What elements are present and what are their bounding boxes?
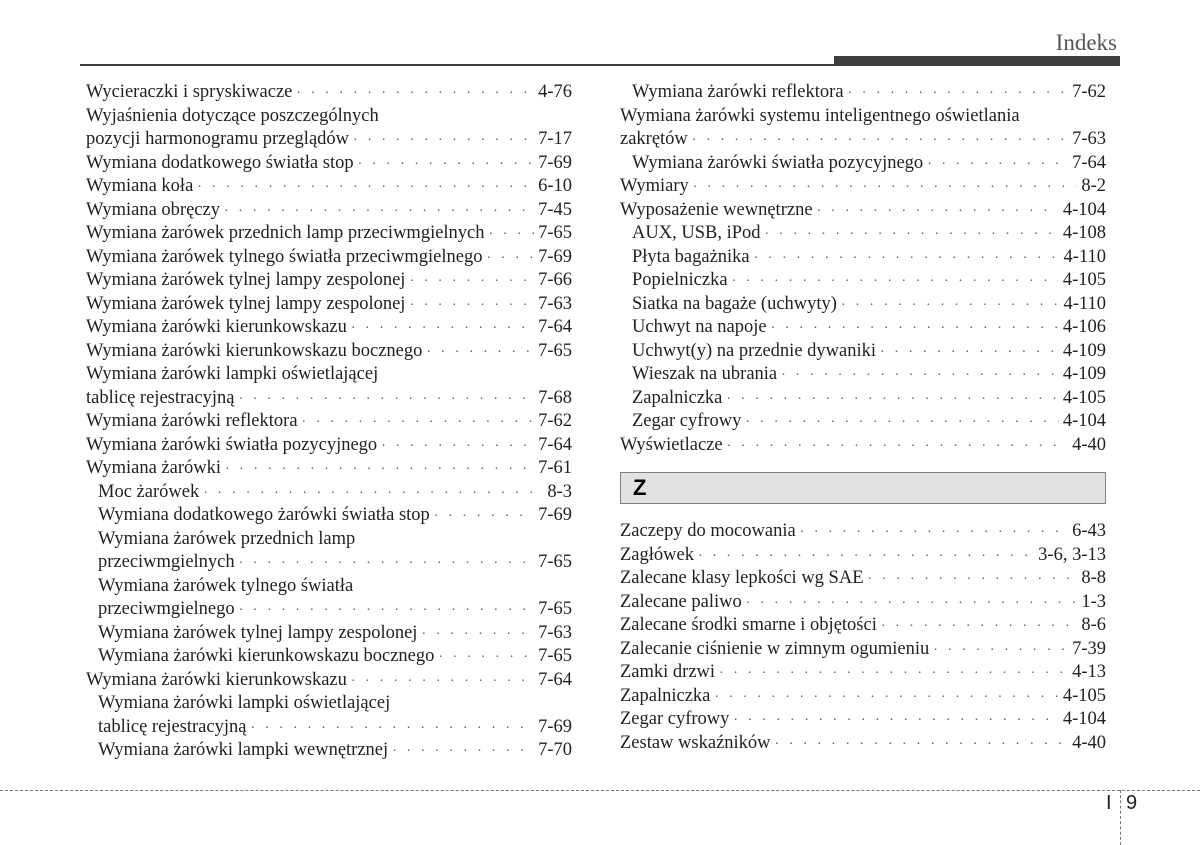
dot-leader: [732, 270, 1059, 294]
index-entry: [86, 105, 572, 129]
index-entry: [620, 661, 1106, 685]
index-entry-page: 7-65: [538, 646, 572, 666]
index-entry-page: 4-13: [1072, 662, 1106, 682]
index-entry: [620, 152, 1106, 176]
index-entry-term: Zapalniczka: [620, 685, 711, 706]
section-letter-heading: [620, 472, 1106, 504]
index-entry: [86, 316, 572, 340]
index-entry: [86, 410, 572, 434]
index-entry-page: 4-108: [1062, 223, 1106, 243]
index-entry: [620, 434, 1106, 458]
index-entry: [620, 246, 1106, 270]
index-entry-term: Uchwyt(y) na przednie dywaniki: [632, 340, 877, 361]
index-entry-term: Wymiana żarówki: [86, 458, 222, 478]
index-z-section: [620, 520, 1106, 755]
dot-leader: [765, 223, 1059, 247]
index-entry-page: 1-3: [1081, 591, 1106, 612]
index-entry-term: Wymiana dodatkowego światła stop: [86, 152, 354, 173]
dot-leader: [426, 341, 534, 365]
dot-leader: [933, 639, 1068, 663]
index-entry-term: Wymiana żarówki lampki oświetlającej: [98, 693, 391, 713]
index-entry: [86, 293, 572, 317]
index-entry-page: 8-3: [547, 481, 572, 502]
dot-leader: [727, 435, 1068, 459]
index-entry: [620, 410, 1106, 434]
index-entry: [86, 692, 572, 716]
index-entry: [620, 638, 1106, 662]
index-entry: [86, 175, 572, 199]
dot-leader: [719, 662, 1068, 686]
index-entry-page: 8-2: [1081, 176, 1106, 196]
index-entry-page: 6-43: [1072, 521, 1106, 541]
index-column-left: [86, 81, 572, 763]
page-header-title: Indeks: [1055, 30, 1117, 55]
index-entry-page: 7-17: [538, 129, 572, 149]
index-entry-page: 7-65: [538, 340, 572, 361]
index-entry-term: Zapalniczka: [632, 387, 723, 408]
index-entry: [620, 340, 1106, 364]
dot-leader: [693, 176, 1078, 200]
dot-leader: [880, 341, 1059, 365]
index-entry: [620, 81, 1106, 105]
index-entry-page: 4-40: [1072, 434, 1106, 455]
index-entry-page: 4-104: [1062, 411, 1106, 431]
index-entry-page: 7-63: [538, 622, 572, 643]
index-entry: [86, 598, 572, 622]
index-entry-page: 7-66: [538, 270, 572, 290]
index-entry-term: pozycji harmonogramu przeglądów: [86, 129, 350, 149]
index-entry-page: 4-105: [1062, 270, 1106, 290]
index-entry: [86, 575, 572, 599]
dot-leader: [358, 153, 534, 177]
footer-dashed-rule: [0, 790, 1200, 791]
dot-leader: [434, 505, 534, 529]
dot-leader: [868, 568, 1078, 592]
dot-leader: [848, 82, 1069, 106]
index-entry-term: Wyświetlacze: [620, 434, 723, 455]
section-letter-label: Z: [633, 475, 647, 500]
index-entry-term: Wymiary: [620, 176, 689, 196]
index-entry-page: 7-69: [538, 246, 572, 267]
index-entry-page: 4-110: [1063, 246, 1106, 267]
index-entry-term: Wycieraczki i spryskiwacze: [86, 82, 293, 102]
index-entry: [86, 739, 572, 763]
dot-leader: [381, 435, 534, 459]
index-entry-page: 7-65: [538, 599, 572, 619]
index-entry: [620, 269, 1106, 293]
index-entry-term: Płyta bagażnika: [632, 246, 750, 267]
index-column-right: [620, 81, 1106, 755]
dot-leader: [733, 709, 1058, 733]
index-entry-page: 8-6: [1081, 615, 1106, 635]
index-entry-term: Zestaw wskaźników: [620, 732, 771, 753]
dot-leader: [817, 200, 1059, 224]
index-entry-page: 7-63: [538, 293, 572, 314]
index-w-continued: [620, 81, 1106, 457]
index-entry: [86, 551, 572, 575]
index-entry-term: Wymiana żarówek tylnego światła: [98, 575, 354, 596]
index-entry-page: 4-109: [1062, 340, 1106, 361]
index-entry-page: 4-104: [1062, 199, 1106, 220]
index-entry: [86, 152, 572, 176]
index-entry: [620, 387, 1106, 411]
dot-leader: [250, 717, 534, 741]
index-entry-term: tablicę rejestracyjną: [98, 716, 247, 737]
index-entry-page: 4-105: [1062, 387, 1106, 408]
dot-leader: [781, 364, 1059, 388]
index-entry-page: 7-62: [538, 411, 572, 431]
index-entry-term: Uchwyt na napoje: [632, 317, 767, 337]
index-entry-page: 7-62: [1072, 82, 1106, 102]
index-entry-term: Zalecane klasy lepkości wg SAE: [620, 568, 864, 588]
index-entry-term: Wymiana żarówki kierunkowskazu: [86, 317, 347, 337]
dot-leader: [841, 294, 1060, 318]
index-entry: [620, 222, 1106, 246]
index-entry-page: 7-69: [538, 716, 572, 737]
dot-leader: [409, 270, 534, 294]
index-entry-page: 3-6, 3-13: [1038, 544, 1106, 565]
index-entry: [86, 669, 572, 693]
dot-leader: [746, 592, 1078, 616]
index-entry: [86, 457, 572, 481]
index-entry-term: Zalecanie ciśnienie w zimnym ogumieniu: [620, 638, 930, 659]
index-entry-page: 4-106: [1062, 317, 1106, 337]
index-entry-term: Zegar cyfrowy: [620, 709, 730, 729]
index-entry: [620, 567, 1106, 591]
dot-leader: [421, 623, 534, 647]
index-entry-term: Wymiana żarówek przednich lamp przeciwmgielnych: [86, 223, 485, 243]
index-entry-page: 7-64: [538, 669, 572, 690]
index-entry-term: Wymiana żarówek tylnej lampy zespolonej: [86, 293, 406, 314]
index-entry-page: 4-110: [1063, 293, 1106, 314]
index-entry: [620, 685, 1106, 709]
index-entry-term: Zalecane paliwo: [620, 591, 742, 612]
dot-leader: [692, 129, 1068, 153]
footer-vertical-divider: [1120, 790, 1121, 845]
index-entry-page: 7-45: [538, 199, 572, 220]
index-entry: [620, 520, 1106, 544]
dot-leader: [881, 615, 1077, 639]
footer-section-label: I: [1106, 792, 1112, 814]
index-entry-term: Wymiana żarówek tylnej lampy zespolonej: [98, 622, 418, 643]
index-entry-term: Zamki drzwi: [620, 662, 716, 682]
index-entry: [620, 544, 1106, 568]
index-entry-page: 4-40: [1072, 732, 1106, 753]
index-entry-page: 7-64: [1072, 152, 1106, 173]
dot-leader: [489, 223, 535, 247]
index-entry-term: Wymiana żarówki lampki wewnętrznej: [98, 740, 389, 760]
index-entry: [86, 199, 572, 223]
index-entry-page: 4-76: [538, 82, 572, 102]
index-entry-term: Siatka na bagaże (uchwyty): [632, 293, 837, 314]
index-entry-term: Wymiana żarówki światła pozycyjnego: [632, 152, 924, 173]
index-entry: [86, 434, 572, 458]
index-entry-page: 6-10: [538, 176, 572, 196]
dot-leader: [392, 740, 534, 764]
index-entry: [620, 708, 1106, 732]
dot-leader: [775, 733, 1069, 757]
index-entry-term: Wymiana żarówek przednich lamp: [98, 528, 356, 549]
index-entry-page: 4-109: [1062, 364, 1106, 384]
index-entry-page: 7-65: [538, 223, 572, 243]
index-entry-page: 4-105: [1062, 685, 1106, 706]
index-entry-term: Wymiana żarówki kierunkowskazu bocznego: [86, 340, 423, 361]
index-entry-term: Wymiana żarówki kierunkowskazu bocznego: [98, 646, 435, 666]
index-entry-page: 7-68: [538, 387, 572, 408]
dot-leader: [438, 646, 534, 670]
dot-leader: [726, 388, 1058, 412]
index-entry-page: 7-64: [538, 434, 572, 455]
index-entry-term: przeciwmgielnych: [98, 552, 235, 572]
index-entry-term: Wymiana żarówek tylnej lampy zespolonej: [86, 270, 406, 290]
index-entry: [86, 528, 572, 552]
index-entry-term: Zaczepy do mocowania: [620, 521, 796, 541]
dot-leader: [302, 411, 535, 435]
dot-leader: [296, 82, 534, 106]
index-entry-term: Zegar cyfrowy: [632, 411, 742, 431]
index-entry-page: 7-64: [538, 317, 572, 337]
dot-leader: [927, 153, 1068, 177]
index-entry-page: 7-70: [538, 740, 572, 760]
index-entry: [620, 128, 1106, 152]
index-entry-term: Wymiana żarówki systemu inteligentnego oświetlania: [620, 105, 1020, 126]
dot-leader: [353, 129, 534, 153]
index-entry: [86, 269, 572, 293]
dot-leader: [698, 545, 1034, 569]
index-entry: [620, 316, 1106, 340]
index-entry-page: 4-104: [1062, 709, 1106, 729]
index-entry: [86, 645, 572, 669]
index-entry: [620, 614, 1106, 638]
index-entry-page: 7-65: [538, 552, 572, 572]
dot-leader: [351, 670, 534, 694]
index-entry-page: 7-39: [1072, 638, 1106, 659]
index-entry: [86, 128, 572, 152]
index-entry: [620, 591, 1106, 615]
index-entry-term: przeciwmgielnego: [98, 599, 235, 619]
dot-leader: [409, 294, 534, 318]
header-rule: [80, 64, 1120, 66]
dot-leader: [714, 686, 1058, 710]
dot-leader: [754, 247, 1060, 271]
index-entry-term: Wymiana żarówki kierunkowskazu: [86, 669, 347, 690]
index-entry-page: 7-69: [538, 505, 572, 525]
index-entry-term: Wymiana żarówki lampki oświetlającej: [86, 364, 379, 384]
index-entry-page: 7-69: [538, 152, 572, 173]
dot-leader: [224, 200, 534, 224]
index-entry: [620, 363, 1106, 387]
dot-leader: [239, 599, 534, 623]
index-entry-term: tablicę rejestracyjną: [86, 387, 235, 408]
index-entry: [86, 622, 572, 646]
index-entry-page: 7-63: [1072, 129, 1106, 149]
dot-leader: [487, 247, 535, 271]
index-entry: [86, 363, 572, 387]
dot-leader: [800, 521, 1068, 545]
index-entry-page: 7-61: [538, 458, 572, 478]
index-entry: [86, 81, 572, 105]
index-entry-term: Wymiana żarówki reflektora: [86, 411, 298, 431]
index-entry-term: AUX, USB, iPod: [632, 223, 761, 243]
dot-leader: [351, 317, 534, 341]
index-entry: [86, 246, 572, 270]
index-entry-term: Wymiana żarówki reflektora: [632, 82, 844, 102]
index-entry: [86, 481, 572, 505]
index-entry-term: Wymiana dodatkowego żarówki światła stop: [98, 505, 430, 525]
index-entry-term: Zalecane środki smarne i objętości: [620, 615, 877, 635]
index-entry-term: Wyposażenie wewnętrzne: [620, 199, 813, 220]
index-entry-term: Wymiana żarówki światła pozycyjnego: [86, 434, 378, 455]
dot-leader: [225, 458, 534, 482]
index-entry: [620, 732, 1106, 756]
index-entry-page: 8-8: [1081, 568, 1106, 588]
dot-leader: [771, 317, 1059, 341]
index-entry-term: Zagłówek: [620, 544, 694, 565]
index-entry-term: Wyjaśnienia dotyczące poszczególnych: [86, 105, 379, 126]
dot-leader: [238, 388, 534, 412]
index-entry: [620, 175, 1106, 199]
index-entry: [620, 105, 1106, 129]
index-entry-term: Wymiana obręczy: [86, 199, 220, 220]
index-entry-term: Popielniczka: [632, 270, 728, 290]
dot-leader: [745, 411, 1058, 435]
dot-leader: [197, 176, 534, 200]
index-entry: [620, 199, 1106, 223]
index-entry: [86, 504, 572, 528]
dot-leader: [239, 552, 534, 576]
index-entry-term: zakrętów: [620, 129, 688, 149]
index-entry: [620, 293, 1106, 317]
index-entry: [86, 222, 572, 246]
page-number: 9: [1126, 792, 1138, 814]
index-entry-term: Wieszak na ubrania: [632, 364, 778, 384]
index-entry-term: Moc żarówek: [98, 481, 200, 502]
index-entry: [86, 387, 572, 411]
index-entry: [86, 340, 572, 364]
index-entry-term: Wymiana żarówek tylnego światła przeciwmgielnego: [86, 246, 483, 267]
dot-leader: [203, 482, 543, 506]
index-entry-term: Wymiana koła: [86, 176, 194, 196]
index-entry: [86, 716, 572, 740]
